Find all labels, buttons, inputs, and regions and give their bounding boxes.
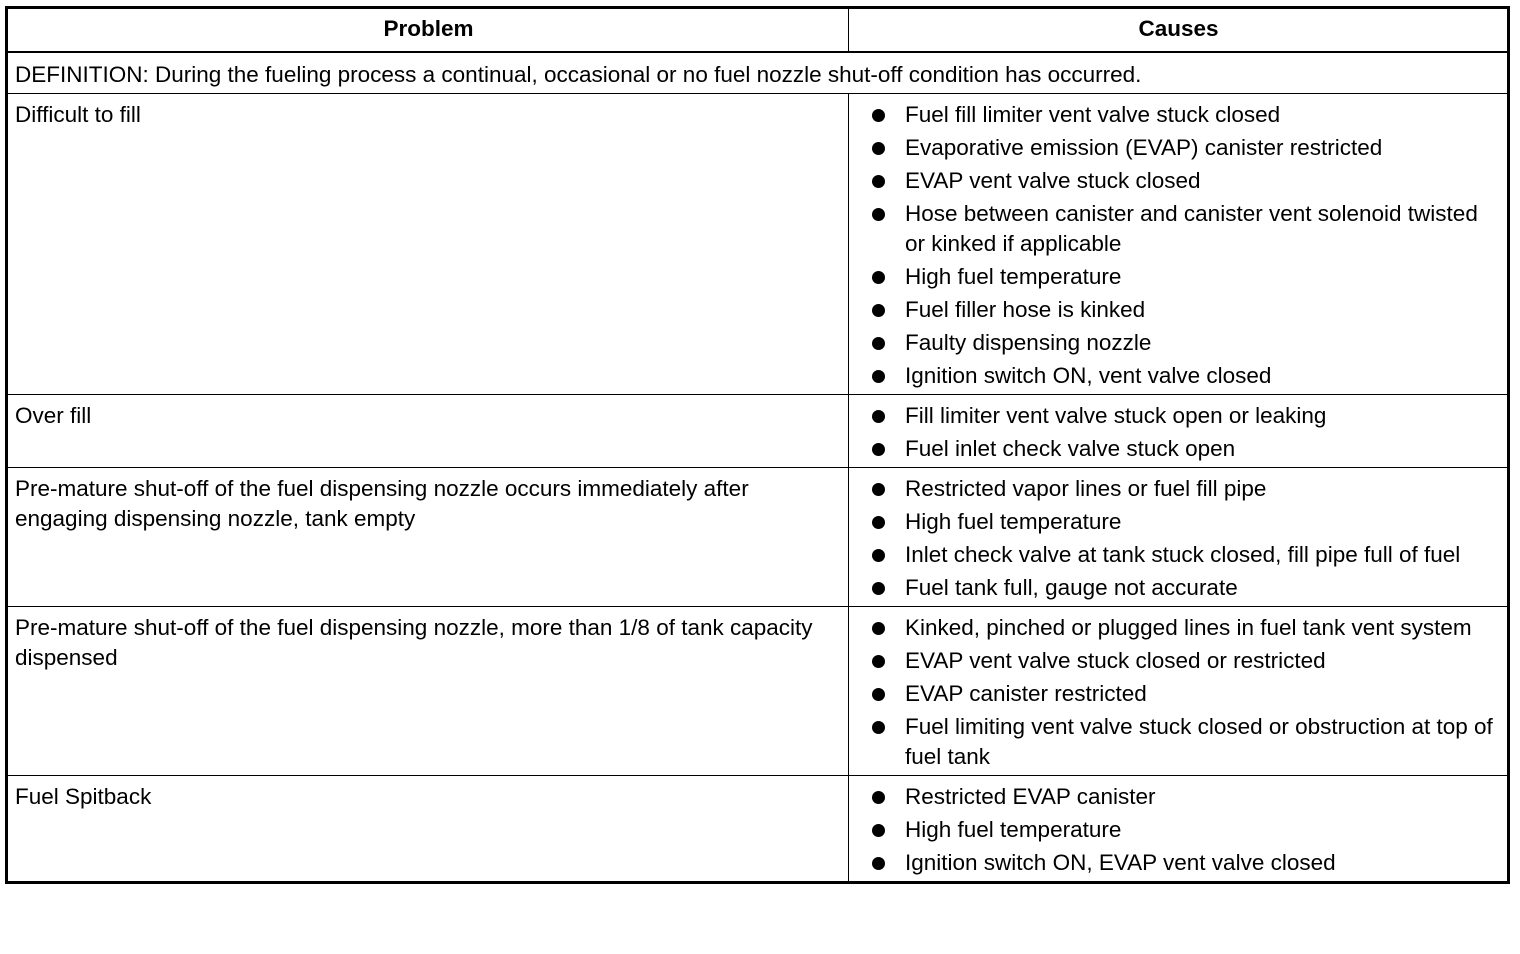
bullet-icon (872, 516, 885, 529)
causes-list (869, 613, 1497, 772)
cause-text: EVAP vent valve stuck closed or restricted (905, 648, 1326, 673)
cause-text: Ignition switch ON, vent valve closed (905, 363, 1272, 388)
cause-item (869, 848, 1497, 878)
cause-text: Fuel fill limiter vent valve stuck closed (905, 102, 1281, 127)
bullet-icon (872, 370, 885, 383)
bullet-icon (872, 271, 885, 284)
cause-item (869, 328, 1497, 358)
bullet-icon (872, 410, 885, 423)
bullet-icon (872, 142, 885, 155)
bullet-icon (872, 791, 885, 804)
bullet-icon (872, 443, 885, 456)
bullet-icon (872, 483, 885, 496)
bullet-icon (872, 688, 885, 701)
bullet-icon (872, 109, 885, 122)
cause-item (869, 815, 1497, 845)
cause-item (869, 100, 1497, 130)
causes-cell (849, 94, 1509, 395)
causes-cell (849, 607, 1509, 776)
cause-text: Restricted EVAP canister (905, 784, 1156, 809)
causes-cell (849, 395, 1509, 468)
cause-item (869, 712, 1497, 772)
problem-cell: Over fill (7, 395, 849, 468)
table-row (7, 776, 1509, 883)
bullet-icon (872, 549, 885, 562)
cause-text: Evaporative emission (EVAP) canister restricted (905, 135, 1383, 160)
cause-item (869, 434, 1497, 464)
table-row (7, 94, 1509, 395)
cause-text: Faulty dispensing nozzle (905, 330, 1152, 355)
cause-item (869, 613, 1497, 643)
cause-text: Fuel tank full, gauge not accurate (905, 575, 1238, 600)
cause-item (869, 573, 1497, 603)
cause-text: High fuel temperature (905, 264, 1122, 289)
bullet-icon (872, 721, 885, 734)
problem-cell: Difficult to fill (7, 94, 849, 395)
cause-text: EVAP canister restricted (905, 681, 1147, 706)
bullet-icon (872, 582, 885, 595)
bullet-icon (872, 208, 885, 221)
diagnostic-table (5, 6, 1510, 884)
column-header-problem: Problem (7, 8, 849, 53)
bullet-icon (872, 857, 885, 870)
cause-item (869, 361, 1497, 391)
causes-list (869, 474, 1497, 603)
cause-text: Restricted vapor lines or fuel fill pipe (905, 476, 1267, 501)
table-row (7, 395, 1509, 468)
cause-text: Ignition switch ON, EVAP vent valve closed (905, 850, 1336, 875)
cause-text: Hose between canister and canister vent solenoid twisted or kinked if applicable (905, 201, 1478, 256)
causes-list (869, 782, 1497, 878)
cause-text: Fuel limiting vent valve stuck closed or obstruction at top of fuel tank (905, 714, 1493, 769)
causes-list (869, 401, 1497, 464)
cause-item (869, 166, 1497, 196)
table-row (7, 607, 1509, 776)
causes-list (869, 100, 1497, 391)
bullet-icon (872, 655, 885, 668)
causes-cell (849, 468, 1509, 607)
header-row (7, 8, 1509, 53)
cause-text: High fuel temperature (905, 509, 1122, 534)
cause-item (869, 540, 1497, 570)
cause-item (869, 199, 1497, 259)
definition-text: DEFINITION: During the fueling process a continual, occasional or no fuel nozzle shut-off condition has occurred. (7, 52, 1509, 94)
cause-item (869, 507, 1497, 537)
cause-text: Fuel inlet check valve stuck open (905, 436, 1236, 461)
bullet-icon (872, 175, 885, 188)
bullet-icon (872, 337, 885, 350)
cause-text: EVAP vent valve stuck closed (905, 168, 1201, 193)
cause-item (869, 295, 1497, 325)
table-row (7, 468, 1509, 607)
cause-item (869, 679, 1497, 709)
column-header-causes: Causes (849, 8, 1509, 53)
cause-item (869, 646, 1497, 676)
cause-text: Fuel filler hose is kinked (905, 297, 1146, 322)
problem-cell: Pre-mature shut-off of the fuel dispensing nozzle occurs immediately after engaging dispensing nozzle, tank empty (7, 468, 849, 607)
cause-text: High fuel temperature (905, 817, 1122, 842)
cause-item (869, 401, 1497, 431)
cause-item (869, 782, 1497, 812)
cause-text: Inlet check valve at tank stuck closed, fill pipe full of fuel (905, 542, 1461, 567)
cause-text: Kinked, pinched or plugged lines in fuel tank vent system (905, 615, 1472, 640)
bullet-icon (872, 622, 885, 635)
definition-row (7, 52, 1509, 94)
cause-item (869, 474, 1497, 504)
cause-item (869, 262, 1497, 292)
problem-cell: Fuel Spitback (7, 776, 849, 883)
causes-cell (849, 776, 1509, 883)
bullet-icon (872, 304, 885, 317)
bullet-icon (872, 824, 885, 837)
problem-cell: Pre-mature shut-off of the fuel dispensing nozzle, more than 1/8 of tank capacity dispensed (7, 607, 849, 776)
cause-item (869, 133, 1497, 163)
cause-text: Fill limiter vent valve stuck open or leaking (905, 403, 1327, 428)
